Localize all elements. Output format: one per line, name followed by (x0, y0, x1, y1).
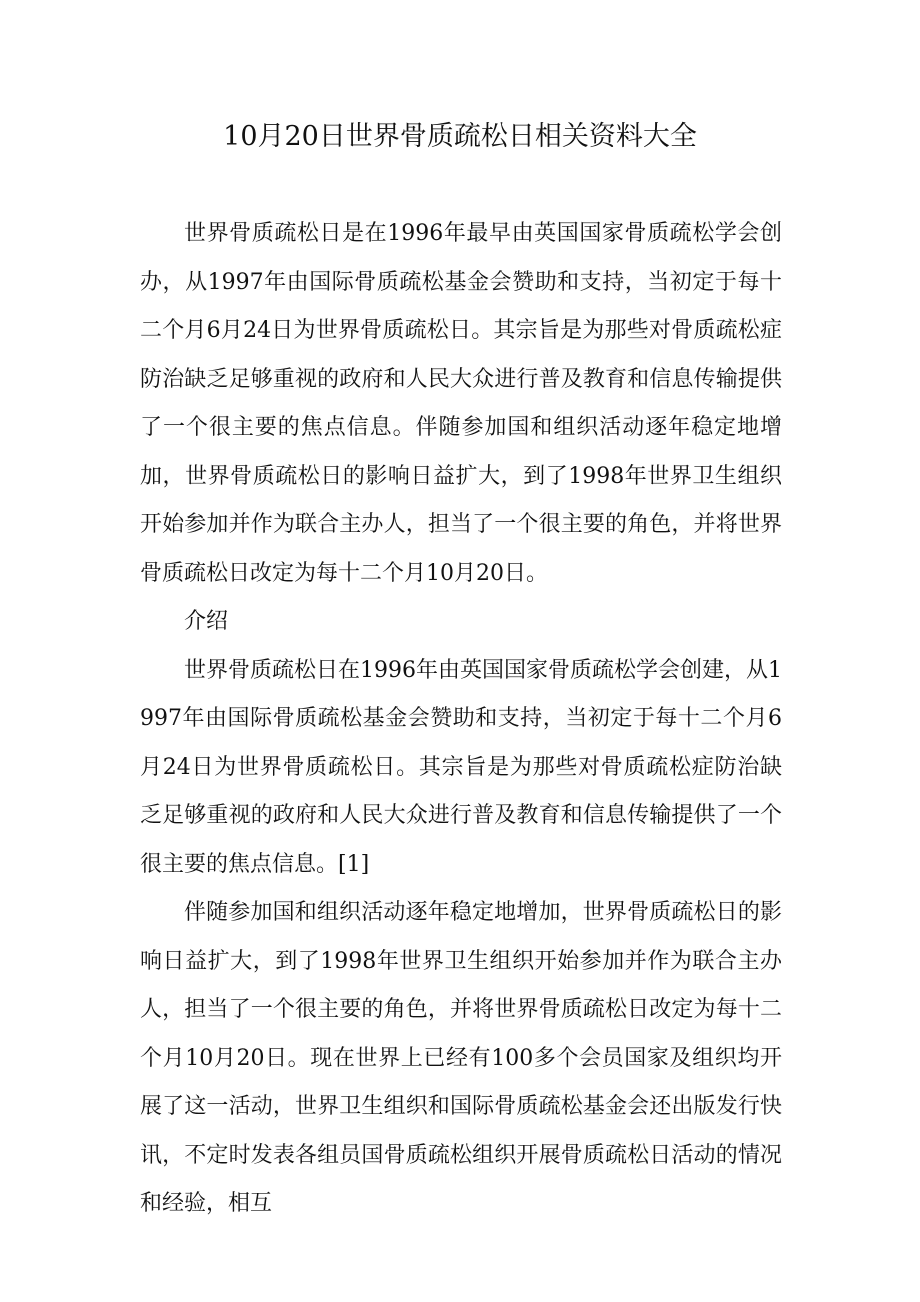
paragraph-intro: 世界骨质疏松日是在1996年最早由英国国家骨质疏松学会创办，从1997年由国际骨质疏松基金会赞助和支持，当初定于每十二个月6月24日为世界骨质疏松日。其宗旨是为那些对骨质疏松症防治缺乏足够重视的政府和人民大众进行普及教育和信息传输提供了一个很主要的焦点信息。伴随参加国和组织活动逐年稳定地增加，世界骨质疏松日的影响日益扩大，到了1998年世界卫生组织开始参加并作为联合主办人，担当了一个很主要的角色，并将世界骨质疏松日改定为每十二个月10月20日。 (140, 221, 782, 586)
document-title: 10月20日世界骨质疏松日相关资料大全 (223, 121, 697, 152)
document-body (140, 210, 782, 1229)
paragraph-history: 伴随参加国和组织活动逐年稳定地增加，世界骨质疏松日的影响日益扩大，到了1998年世界卫生组织开始参加并作为联合主办人，担当了一个很主要的角色，并将世界骨质疏松日改定为每十二个月10月20日。现在世界上已经有100多个会员国家及组织均开展了这一活动，世界卫生组织和国际骨质疏松基金会还出版发行快讯，不定时发表各组员国骨质疏松组织开展骨质疏松日活动的情况和经验，相互 (140, 900, 782, 1216)
paragraph-introduction: 世界骨质疏松日在1996年由英国国家骨质疏松学会创建，从1997年由国际骨质疏松基金会赞助和支持，当初定于每十二个月6月24日为世界骨质疏松日。其宗旨是为那些对骨质疏松症防治缺乏足够重视的政府和人民大众进行普及教育和信息传输提供了一个很主要的焦点信息。[1] (140, 657, 782, 877)
section-heading-introduction: 介绍 (184, 609, 229, 634)
